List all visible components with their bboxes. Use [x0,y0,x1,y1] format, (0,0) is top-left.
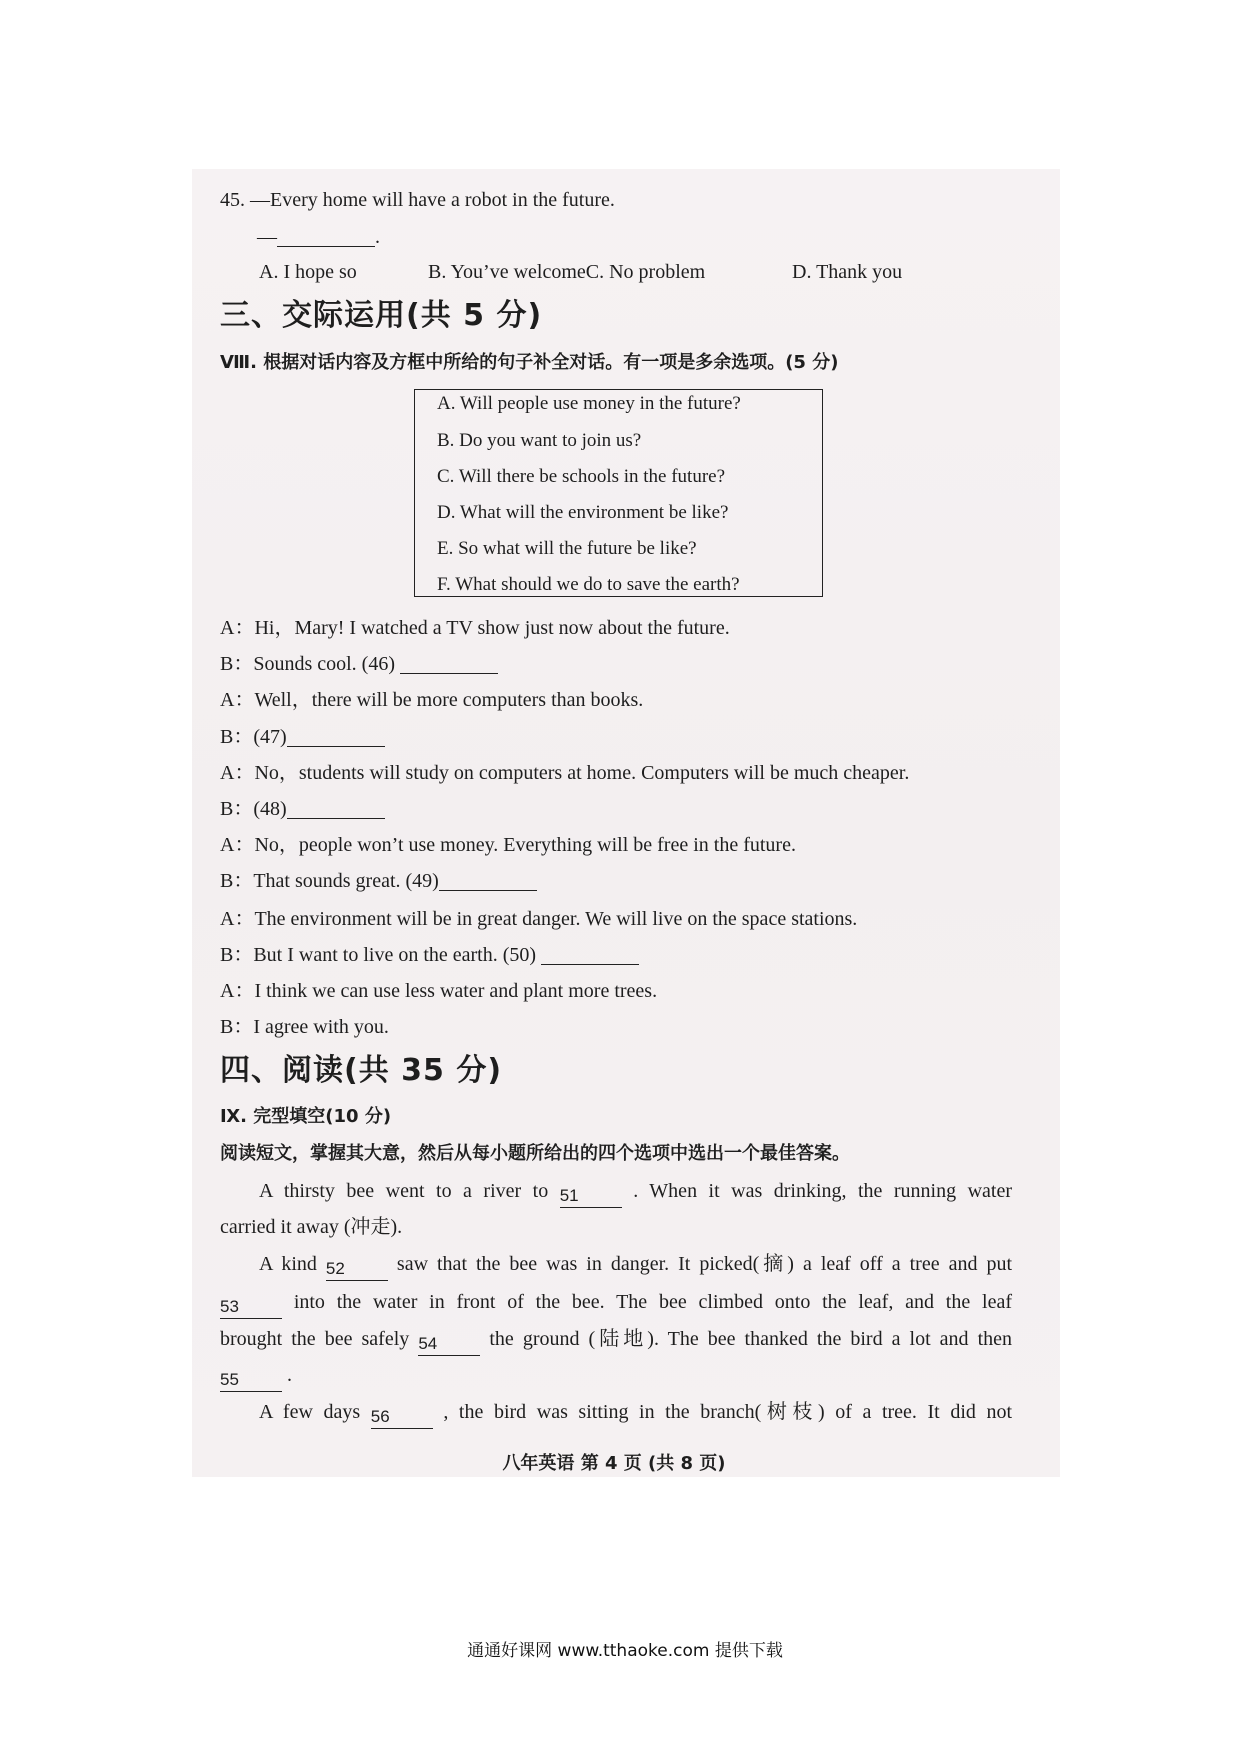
cloze-blank-52: 52 [326,1260,388,1281]
dialog-line: A：I think we can use less water and plant more trees. [220,980,658,1002]
box-option-e: E. So what will the future be like? [437,538,697,559]
answer-dash: — [257,226,277,248]
passage-text: saw that the bee was in danger. It picked(摘) a leaf off a tree and put [396,1253,1013,1275]
option-b-c [428,260,705,284]
cloze-blank-53: 53 [220,1298,282,1319]
blank-48 [287,800,385,819]
dialog-line-47 [220,725,385,749]
dialog-line: A：Well，there will be more computers than books. [220,689,644,711]
answer-period: . [375,226,380,248]
option-b: B. You’ve welcome [428,261,586,283]
passage-line [220,1290,1012,1319]
box-option-b: B. Do you want to join us? [437,430,642,451]
blank-47 [287,728,385,747]
sentence-options-box [414,389,823,597]
page-number-footer: 八年英语 第 4 页 (共 8 页) [502,1453,726,1474]
dialog-line: A：No，students will study on computers at home. Computers will be much cheaper. [220,762,910,784]
question-45-stem: 45. —Every home will have a robot in the future. [220,189,615,211]
passage-text: brought the bee safely [220,1328,410,1350]
dialog-line-48 [220,797,385,821]
section-4-heading: 四、阅读(共 35 分) [220,1053,503,1088]
passage-line [220,1327,1012,1356]
passage-text: into the water in front of the bee. The bee climbed onto the leaf, and the leaf [293,1291,1013,1313]
answer-blank [277,228,375,247]
passage-text: A thirsty bee went to a river to [259,1180,549,1202]
cloze-heading: Ⅸ. 完型填空(10 分) [220,1106,392,1127]
section-3-instruction: Ⅷ. 根据对话内容及方框中所给的句子补全对话。有一项是多余选项。(5 分) [220,352,839,373]
box-option-f: F. What should we do to save the earth? [437,574,740,595]
cloze-blank-55: 55 [220,1371,282,1392]
box-option-c: C. Will there be schools in the future? [437,466,726,487]
dialog-line: A：Hi，Mary! I watched a TV show just now about the future. [220,617,730,639]
blank-49 [439,872,537,891]
option-d: D. Thank you [792,261,903,283]
dialog-text: B：Sounds cool. (46) [220,653,400,675]
passage-text: . When it was drinking, the running water [633,1180,1013,1202]
cloze-blank-56: 56 [371,1408,433,1429]
dialog-line: A：No，people won’t use money. Everything will be free in the future. [220,834,796,856]
passage-line [259,1179,1012,1208]
passage-line [220,1363,292,1392]
dialog-line-50 [220,943,639,967]
blank-50 [541,946,639,965]
question-45-answer-line [257,225,380,249]
dialog-line-46 [220,652,498,676]
cloze-instruction: 阅读短文，掌握其大意，然后从每小题所给出的四个选项中选出一个最佳答案。 [220,1143,850,1164]
passage-text: A few days [259,1401,361,1423]
cloze-blank-51: 51 [560,1187,622,1208]
dialog-line: A：The environment will be in great danger. We will live on the space stations. [220,908,858,930]
dialog-line: B：I agree with you. [220,1016,389,1038]
passage-line [259,1252,1012,1281]
dialog-line-49 [220,869,537,893]
option-a: A. I hope so [259,261,357,283]
site-footer: 通通好课网 www.tthaoke.com 提供下载 [467,1641,783,1661]
cloze-blank-54: 54 [418,1335,480,1356]
dialog-text: B：That sounds great. (49) [220,870,439,892]
option-c: C. No problem [585,261,706,283]
box-option-d: D. What will the environment be like? [437,502,729,523]
passage-text: the ground (陆地). The bee thanked the bird a lot and then [489,1328,1013,1350]
section-3-heading: 三、交际运用(共 5 分) [220,298,543,333]
dialog-text: B：(48) [220,798,287,820]
passage-text: A kind [259,1253,317,1275]
passage-text: . [287,1364,292,1386]
passage-line [259,1400,1012,1429]
blank-46 [400,655,498,674]
dialog-text: B：But I want to live on the earth. (50) [220,944,542,966]
passage-text: , the bird was sitting in the branch(树枝) of a tree. It did not [443,1401,1013,1423]
passage-line: carried it away (冲走). [220,1216,403,1238]
dialog-text: B：(47) [220,726,287,748]
box-option-a: A. Will people use money in the future? [437,393,741,414]
